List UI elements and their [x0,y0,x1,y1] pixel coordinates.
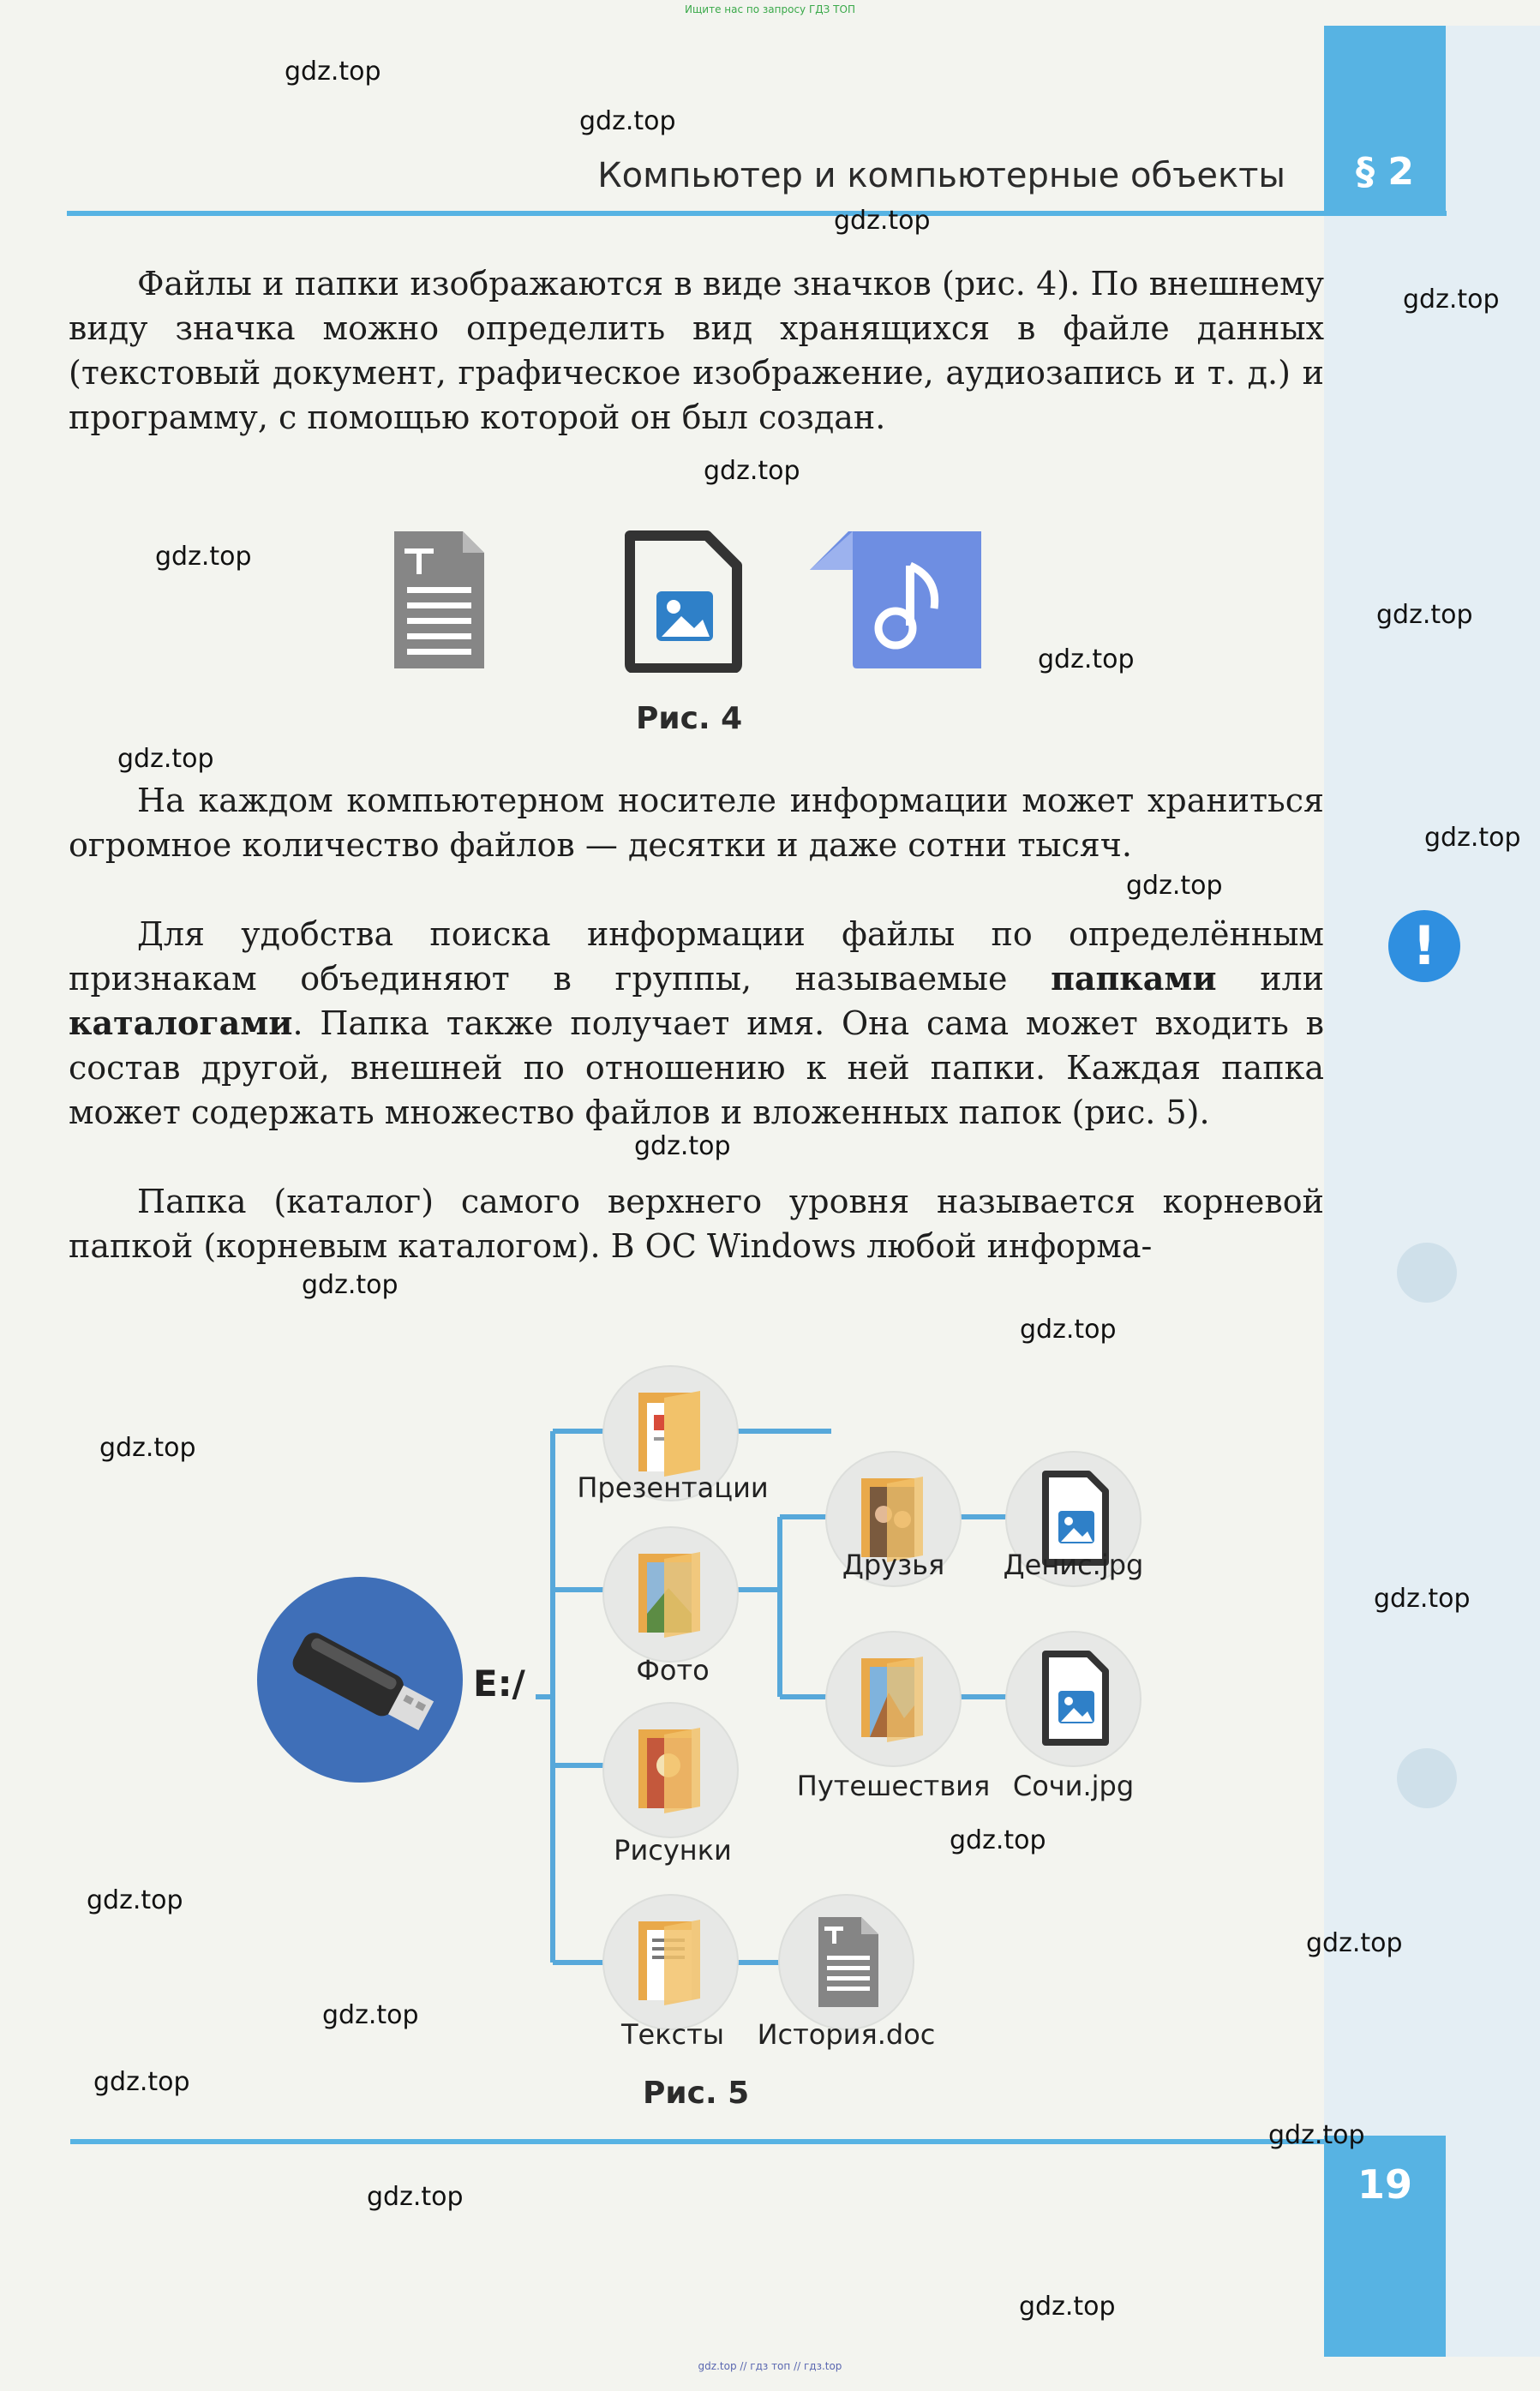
section-number: § 2 [1356,150,1414,194]
top-banner: Ищите нас по запросу ГДЗ ТОП [685,3,855,15]
paragraph-4: Папка (каталог) самого верхнего уровня называется корневой папкой (корневым каталогом). В ОС Windows любой информа- [69,1183,1324,1265]
term-catalogs: каталогами [69,1004,293,1042]
page-number: 19 [1357,2161,1412,2208]
watermark: gdz.top [87,1885,183,1915]
watermark: gdz.top [634,1131,731,1161]
usb-drive-icon [257,1577,463,1783]
flash-drive-node [257,1577,463,1783]
file-label-history: История.doc [757,2018,936,2051]
file-label-denis: Денис.jpg [1003,1549,1144,1581]
paragraph-3-text-b: или [1216,960,1324,998]
folder-label-travel: Путешествия [796,1770,991,1802]
image-file-icon [630,536,737,668]
watermark: gdz.top [1019,2292,1116,2322]
figure-5 [249,1320,1191,2065]
image-file-icon [1007,1633,1140,1765]
figure-4-icons [386,527,1003,673]
figure-5-caption: Рис. 5 [643,2076,750,2111]
folder-node-drawings [604,1704,737,1837]
paragraph-3-text-c: . Папка также получает имя. Она сама может входить в состав другой, внешней по отношению к ней папки. Каждая папка может содержать множество файлов и вложенных папок (рис. 5). [69,1004,1324,1131]
margin-faint-icon [1397,1243,1457,1303]
page-title: Компьютер и компьютерные объекты [597,156,1285,195]
folder-label-presentations: Презентации [577,1471,769,1504]
folder-icon [827,1633,960,1765]
watermark: gdz.top [834,206,931,236]
watermark: gdz.top [1020,1315,1117,1345]
folder-icon [604,1896,737,2028]
watermark: gdz.top [1038,644,1135,674]
folder-node-travel [827,1633,960,1765]
folder-node-photo [604,1528,737,1661]
watermark: gdz.top [704,456,800,486]
file-node-sochi [1007,1633,1140,1765]
folder-label-drawings: Рисунки [614,1834,732,1867]
right-margin-band [1324,26,1540,2357]
watermark: gdz.top [99,1433,196,1463]
watermark: gdz.top [950,1825,1046,1855]
folder-label-photo: Фото [636,1654,710,1687]
paragraph-1: Файлы и папки изображаются в виде значков (рис. 4). По внешнему виду значка можно определить вид хранящихся в файле данных (текстовый документ, графическое изображение, аудиозапись и т. д.) и программу, с помощью которой он был создан. [69,265,1324,436]
text-document-icon [780,1896,913,2028]
folder-label-friends: Друзья [842,1549,945,1581]
folder-icon [604,1704,737,1837]
margin-faint-icon [1397,1748,1457,1808]
watermark: gdz.top [93,2067,190,2097]
watermark: gdz.top [1126,871,1223,901]
root-label: E:/ [473,1663,525,1705]
audio-file-icon [810,531,981,668]
watermark: gdz.top [1424,823,1521,853]
watermark: gdz.top [579,106,676,136]
watermark: gdz.top [1374,1584,1471,1614]
file-node-history [780,1896,913,2028]
header-divider [67,211,1447,216]
watermark: gdz.top [117,744,214,774]
watermark: gdz.top [1376,600,1473,630]
folder-node-texts [604,1896,737,2028]
term-folders: папками [1051,959,1217,998]
watermark: gdz.top [322,2000,419,2030]
watermark: gdz.top [367,2182,464,2212]
figure-4 [386,527,1003,673]
figure-4-caption: Рис. 4 [636,701,743,736]
watermark: gdz.top [1403,285,1500,315]
folder-icon [604,1528,737,1661]
watermark: gdz.top [302,1270,398,1300]
footer-divider [70,2139,1330,2144]
paragraph-3-text-a: Для удобства поиска информации файлы по определённым признакам объединяют в группы, называемые [69,915,1324,998]
paragraph-3 [69,912,1324,1135]
watermark: gdz.top [155,542,252,572]
paragraph-2: На каждом компьютерном носителе информации может храниться огромное количество файлов — десятки и даже сотни тысяч. [69,782,1324,864]
text-document-icon [394,531,484,668]
folder-label-texts: Тексты [620,2018,725,2051]
watermark: gdz.top [1306,1928,1403,1958]
watermark: gdz.top [1268,2120,1365,2150]
bottom-banner: gdz.top // гдз топ // гдз.top [698,2360,842,2372]
attention-icon: ! [1388,910,1460,982]
file-label-sochi: Сочи.jpg [1012,1770,1135,1802]
watermark: gdz.top [285,57,381,87]
